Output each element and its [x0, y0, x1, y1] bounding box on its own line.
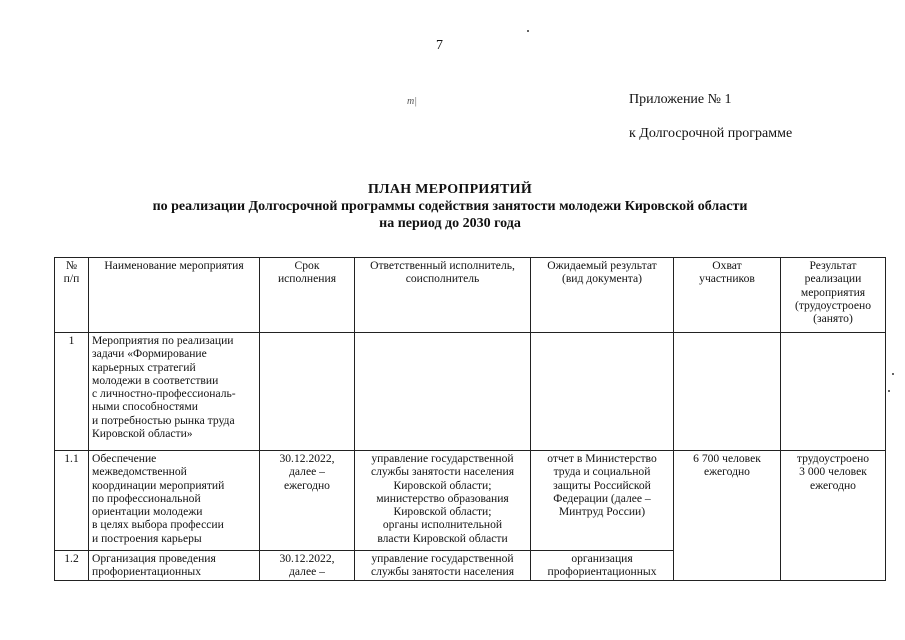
- cell-num: 1.2: [55, 551, 89, 581]
- cell-name: Организация проведения профориентационных: [89, 551, 260, 581]
- cell-responsible: [355, 333, 531, 451]
- document-title: ПЛАН МЕРОПРИЯТИЙ: [367, 182, 533, 197]
- cell-coverage: 6 700 человек ежегодно: [674, 451, 781, 581]
- header-num: № п/п: [55, 258, 89, 333]
- cell-responsible: управление государственной службы занятости населения Кировской области; министерство образования Кировской области; органы исполнительной власти Кировской области: [355, 451, 531, 551]
- cell-num: 1.1: [55, 451, 89, 551]
- cell-num: 1: [55, 333, 89, 451]
- cell-outcome: трудоустроено 3 000 человек ежегодно: [781, 451, 886, 581]
- cell-result: [531, 333, 674, 451]
- scan-speck: [527, 30, 529, 32]
- header-responsible: Ответственный исполнитель, соисполнитель: [355, 258, 531, 333]
- header-result: Ожидаемый результат (вид документа): [531, 258, 674, 333]
- appendix-label: Приложение № 1: [629, 92, 732, 107]
- cell-result: отчет в Министерство труда и социальной защиты Российской Федерации (далее – Минтруд России): [531, 451, 674, 551]
- cell-deadline: [260, 333, 355, 451]
- document-title-block: [40, 181, 860, 232]
- page-number: 7: [436, 38, 443, 53]
- table-header-row: [55, 258, 886, 333]
- cell-deadline: 30.12.2022, далее –: [260, 551, 355, 581]
- cell-name: Мероприятия по реализации задачи «Формирование карьерных стратегий молодежи в соответствии с личностно-профессиональ- ными способностями и потребностью рынка труда Кировской области»: [89, 333, 260, 451]
- scan-speck: [892, 373, 894, 375]
- header-deadline: Срок исполнения: [260, 258, 355, 333]
- cell-outcome: [781, 333, 886, 451]
- header-coverage: Охват участников: [674, 258, 781, 333]
- cell-coverage: [674, 333, 781, 451]
- document-period: на период до 2030 года: [379, 216, 521, 231]
- scan-speck: [888, 390, 890, 392]
- table-row: [55, 333, 886, 451]
- cell-result: организация профориентационных: [531, 551, 674, 581]
- cell-responsible: управление государственной службы занятости населения: [355, 551, 531, 581]
- table-row: [55, 451, 886, 551]
- cell-name: Обеспечение межведомственной координации мероприятий по профессиональной ориентации молодежи в целях выбора профессии и построения карьеры: [89, 451, 260, 551]
- header-outcome: Результат реализации мероприятия (трудоустроено (занято): [781, 258, 886, 333]
- header-name: Наименование мероприятия: [89, 258, 260, 333]
- document-subtitle: по реализации Долгосрочной программы содействия занятости молодежи Кировской области: [152, 199, 748, 214]
- appendix-reference: к Долгосрочной программе: [629, 126, 793, 141]
- cell-deadline: 30.12.2022, далее – ежегодно: [260, 451, 355, 551]
- stray-handwritten-mark: т|: [407, 96, 417, 107]
- plan-table: [54, 257, 886, 581]
